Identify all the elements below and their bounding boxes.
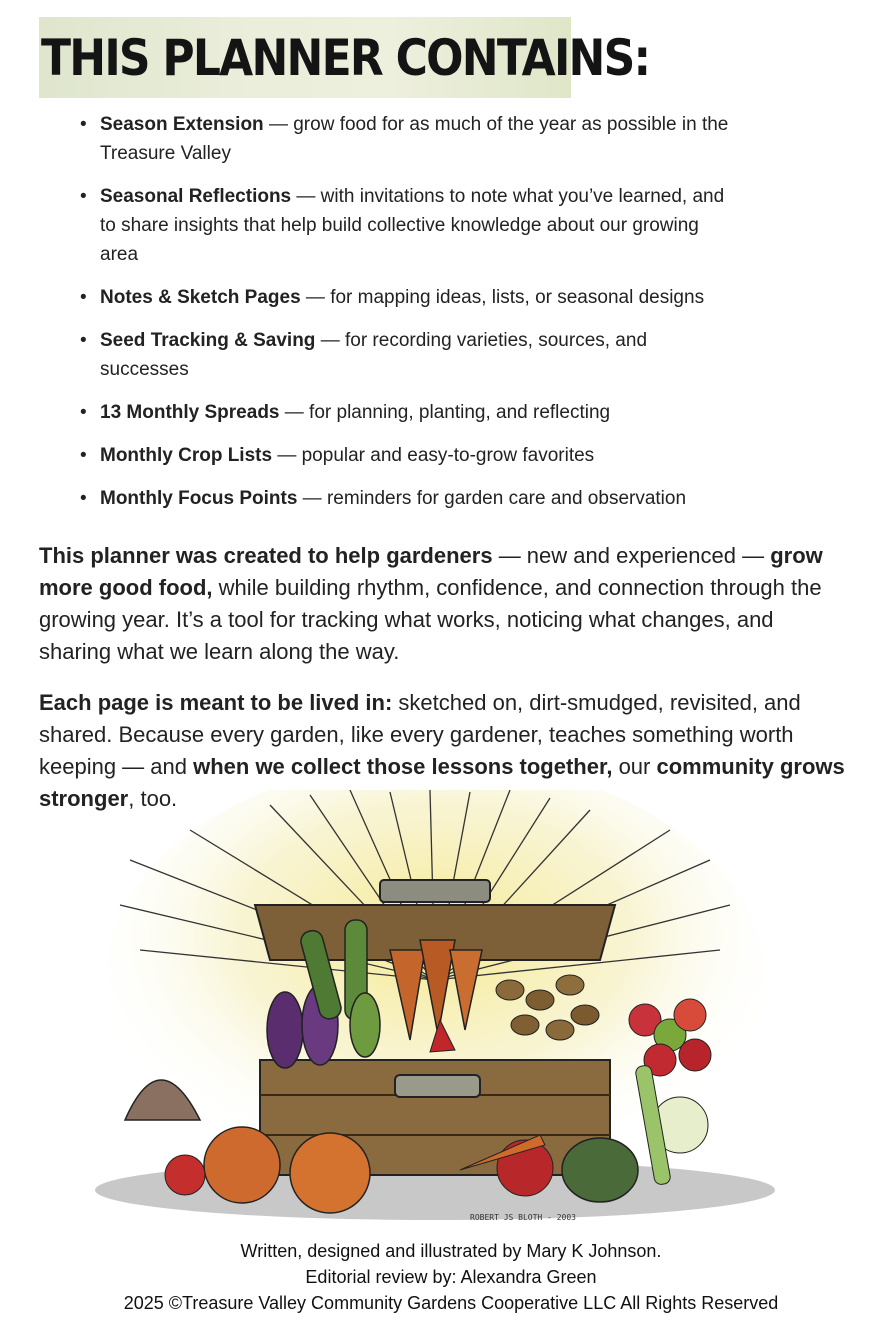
list-item (80, 441, 740, 470)
page-title: THIS PLANNER CONTAINS: (41, 29, 650, 87)
purpose-text-2: our (612, 754, 657, 779)
list-item-title: Seasonal Reflections (100, 186, 292, 207)
illustration-signature: ROBERT JS BLOTH - 2003 (470, 1213, 576, 1222)
contents-list (80, 110, 740, 527)
list-item-title: 13 Monthly Spreads (100, 402, 280, 423)
purpose-bold-2: when we collect those lessons together, (193, 754, 613, 779)
intro-text-2: while building rhythm, confidence, and connection through the growing year. It’s a tool for tracking what works, noticing what changes, and sharing what we learn along the way. (39, 575, 822, 664)
list-item-text: — with invitations to note what you’ve learned, and to share insights that help build collective knowledge about our growing area (100, 186, 725, 265)
list-item (80, 182, 740, 269)
intro-bold-1: This planner was created to help gardeners (39, 543, 493, 568)
list-item (80, 326, 740, 384)
credit-editor: Editorial review by: Alexandra Green (305, 1267, 597, 1287)
purpose-text-1: sketched on, dirt-smudged, revisited, and shared. Because every garden, like every gardener, teaches something worth keeping — and (39, 690, 801, 779)
list-item-title: Notes & Sketch Pages (100, 287, 301, 308)
credits (0, 1238, 870, 1316)
list-item-text: — for planning, planting, and reflecting (279, 402, 611, 423)
list-item-title: Monthly Crop Lists (100, 445, 273, 466)
purpose-bold-3: community grows stronger (39, 754, 845, 811)
intro-bold-2: grow more good food, (39, 543, 823, 600)
purpose-text-3: , too. (128, 786, 178, 811)
list-item-text: — for recording varieties, sources, and successes (100, 330, 648, 380)
list-item (80, 398, 740, 427)
list-item (80, 283, 740, 312)
list-item-title: Seed Tracking & Saving (100, 330, 316, 351)
list-item-text: — popular and easy-to-grow favorites (272, 445, 595, 466)
credit-author: Written, designed and illustrated by Mary K Johnson. (240, 1241, 662, 1261)
list-item-title: Monthly Focus Points (100, 488, 298, 509)
list-item-text: — grow food for as much of the year as possible in the Treasure Valley (100, 114, 729, 164)
intro-text-1: — new and experienced — (492, 543, 771, 568)
copyright: 2025 ©Treasure Valley Community Gardens Cooperative LLC All Rights Reserved (123, 1293, 779, 1313)
list-item-text: — reminders for garden care and observation (297, 488, 687, 509)
purpose-bold-1: Each page is meant to be lived in: (39, 690, 393, 715)
list-item (80, 110, 740, 168)
intro-paragraph (39, 540, 845, 668)
list-item (80, 484, 740, 513)
list-item-title: Season Extension (100, 114, 264, 135)
list-item-text: — for mapping ideas, lists, or seasonal designs (300, 287, 705, 308)
treasure-chest-illustration (70, 790, 800, 1230)
